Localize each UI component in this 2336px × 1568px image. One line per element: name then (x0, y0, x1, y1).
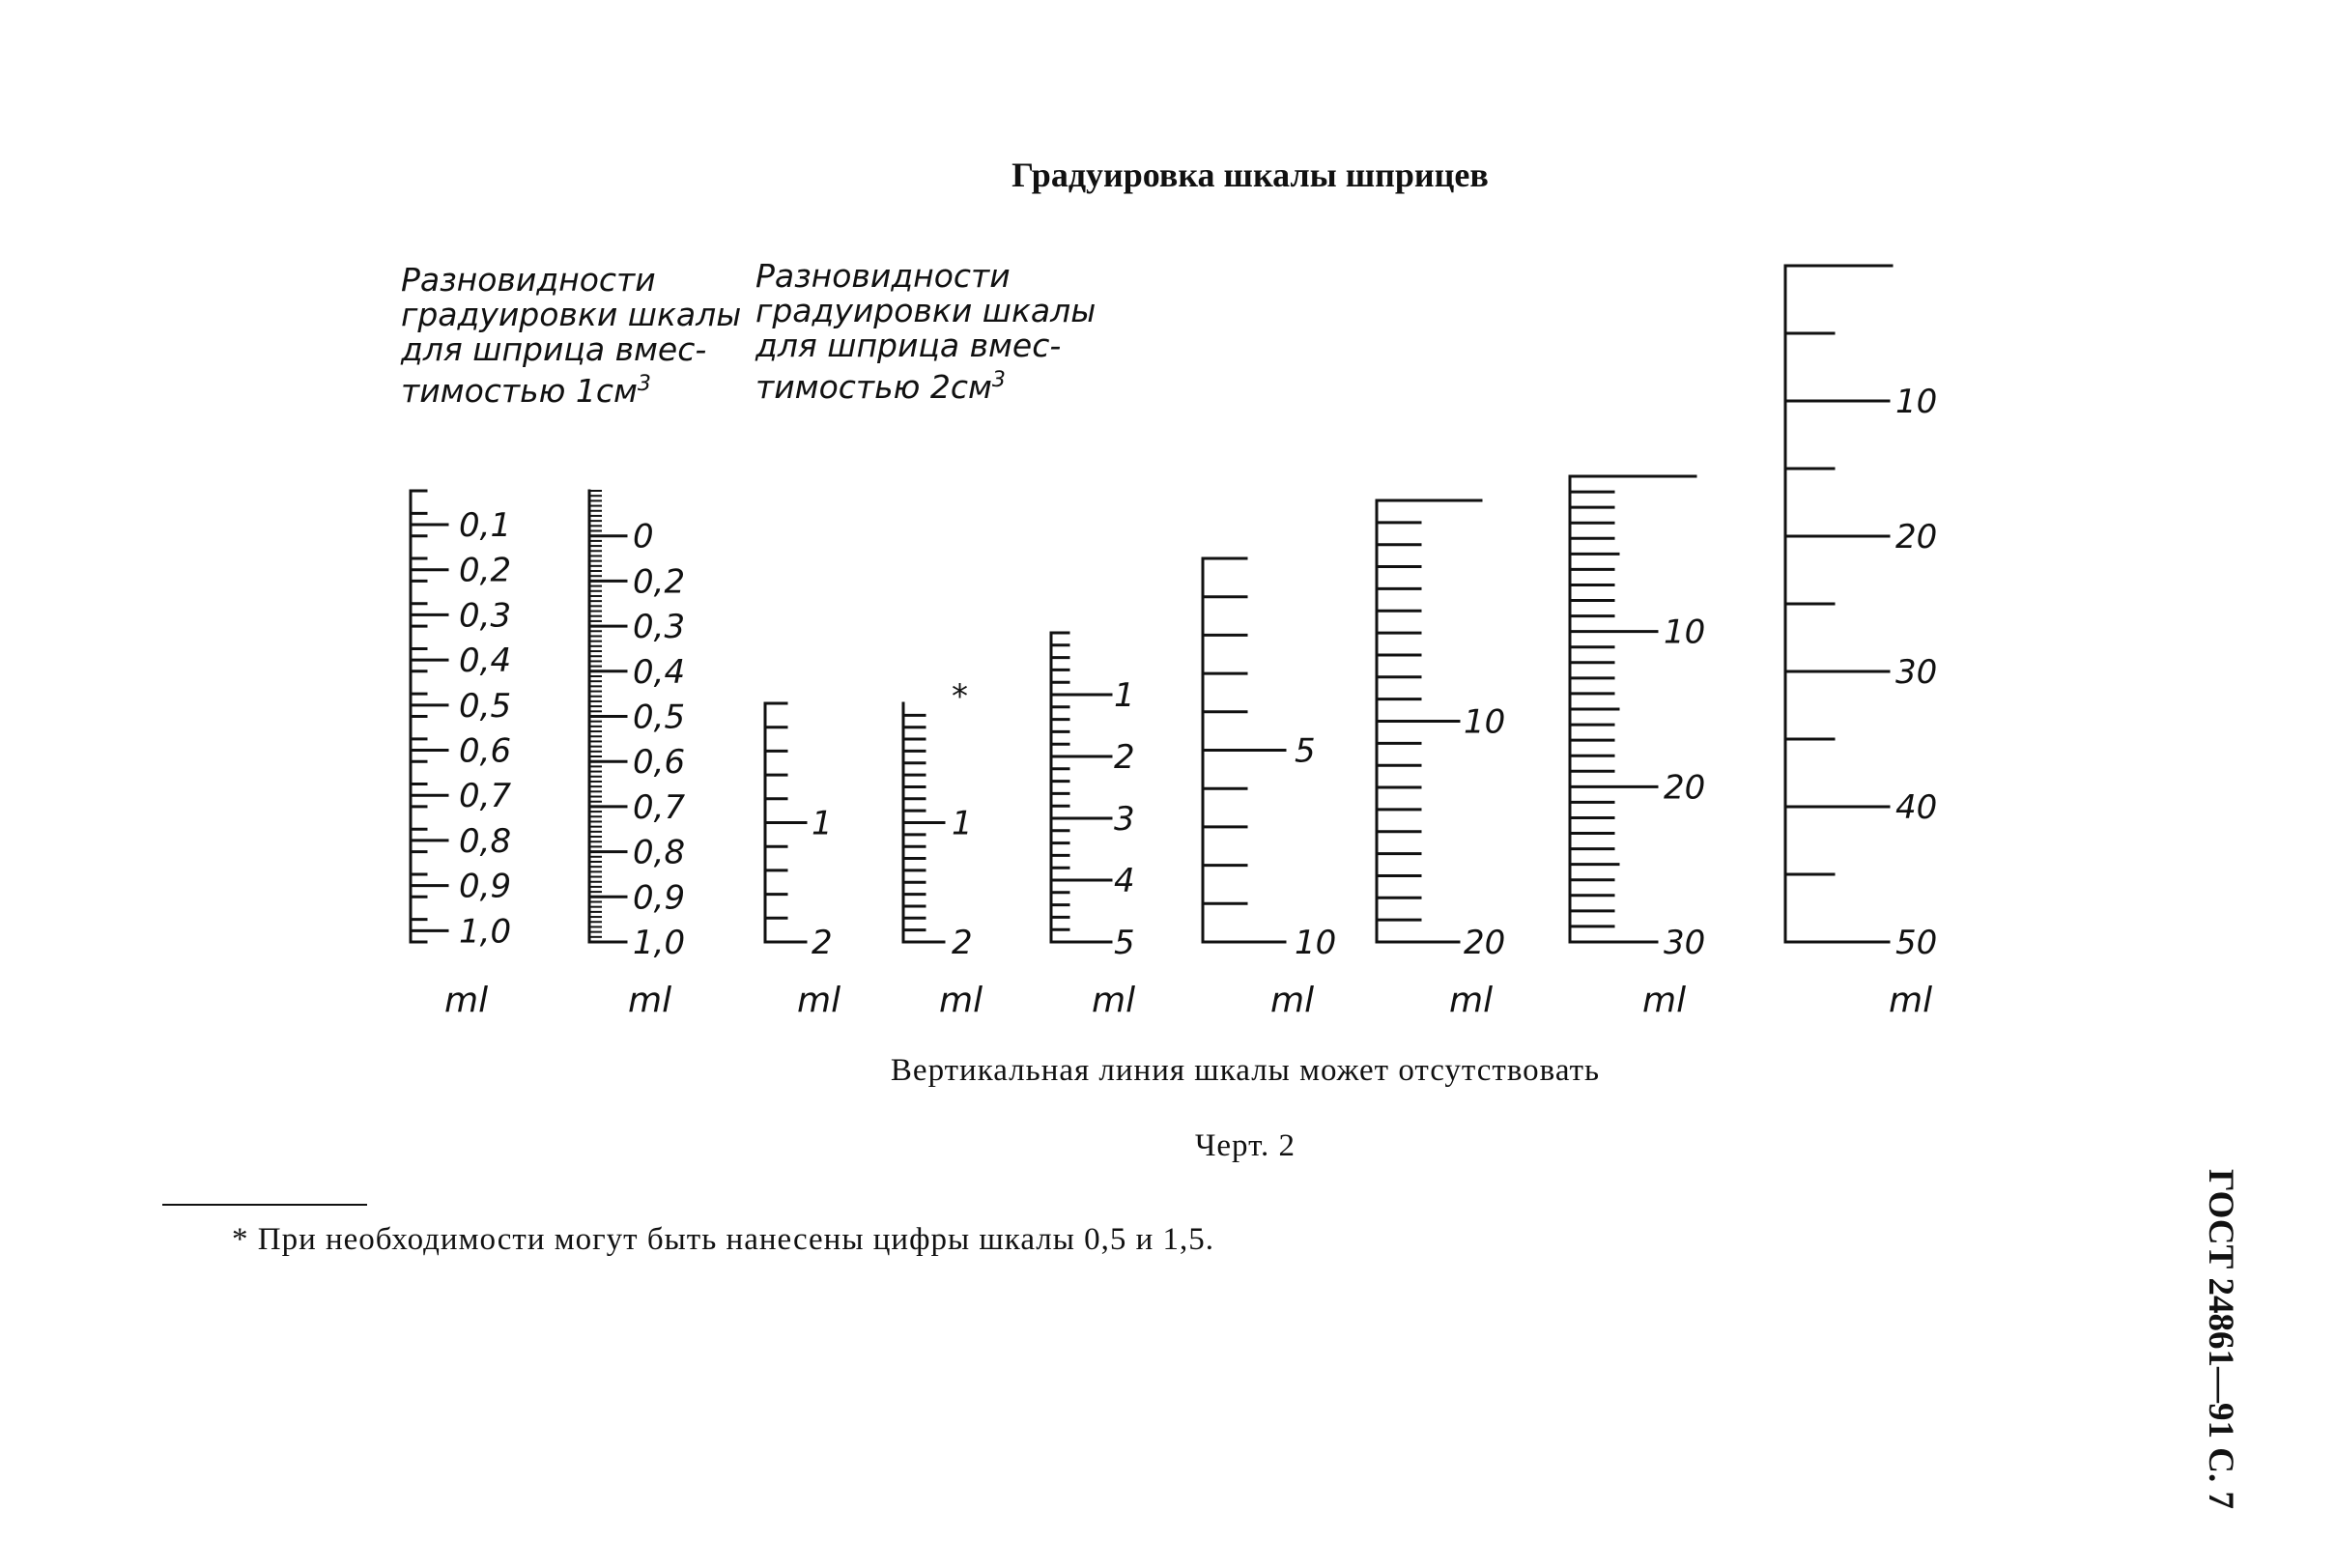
scale-2b-label: 2 (952, 924, 973, 962)
scale-1a-label: 0,5 (459, 686, 512, 726)
scale-50-label: 40 (1895, 788, 1938, 827)
scale-5-label: 4 (1114, 862, 1135, 900)
scale-1b-label: 0,4 (633, 652, 686, 692)
scale-2b-label: * (952, 677, 968, 716)
scale-2b-unit: ml (939, 981, 983, 1020)
scale-50-unit: ml (1889, 981, 1933, 1020)
scale-50-label: 10 (1895, 383, 1938, 421)
scale-10-unit: ml (1270, 981, 1315, 1020)
scale-10-label: 10 (1295, 924, 1337, 962)
scale-1b-label: 0,2 (633, 562, 686, 602)
scale-1b-label: 1,0 (633, 924, 686, 962)
scale-1b-label: 0,6 (633, 743, 686, 783)
scale-1b-label: 0,3 (633, 608, 686, 647)
scale-1b-label: 0 (633, 517, 654, 556)
scale-1a-label: 0,3 (459, 596, 512, 636)
figure-number: Черт. 2 (1194, 1128, 1296, 1163)
scale-5-label: 1 (1114, 676, 1135, 715)
scale-1a-label: 0,7 (459, 777, 512, 816)
scale-50-label: 20 (1895, 518, 1938, 556)
scale-1a-label: 0,4 (459, 641, 512, 681)
scale-1b-label: 0,7 (633, 787, 686, 827)
scale-2a-label: 2 (812, 924, 833, 962)
scale-5-label: 2 (1114, 738, 1135, 777)
scale-1b-label: 0,8 (633, 833, 686, 872)
scale-20-label: 10 (1464, 702, 1506, 742)
scale-2a-label: 1 (812, 804, 833, 843)
scale-1a-label: 0,2 (459, 551, 512, 590)
figure-caption: Вертикальная линия шкалы может отсутствовать (890, 1053, 1601, 1088)
scale-1b-label: 0,9 (633, 878, 686, 918)
scale-30-label: 30 (1664, 924, 1706, 962)
scale-1a-label: 0,9 (459, 867, 512, 906)
scale-1b-label: 0,5 (633, 698, 686, 737)
scale-20-label: 20 (1464, 924, 1506, 962)
note-1ml-sup: 3 (637, 372, 651, 396)
scale-20-unit: ml (1449, 981, 1494, 1020)
scale-5-unit: ml (1092, 981, 1136, 1020)
page-title: Градуировка шкалы шприцев (1011, 156, 1489, 194)
note-2ml-sup: 3 (991, 368, 1006, 392)
scale-30-unit: ml (1642, 981, 1687, 1020)
scale-1a-label: 0,1 (459, 506, 512, 546)
scale-50-label: 30 (1895, 653, 1938, 692)
scale-30-label: 20 (1664, 768, 1706, 808)
scale-1a-label: 0,6 (459, 731, 512, 771)
footnote: * При необходимости могут быть нанесены цифры шкалы 0,5 и 1,5. (232, 1222, 1215, 1257)
note-1ml-text: Разновидности градуировки шкалы для шприца вмес- тимостью 1см (401, 261, 742, 410)
note-2ml-text: Разновидности градуировки шкалы для шприца вмес- тимостью 2см (755, 257, 1097, 406)
scale-1b-unit: ml (628, 981, 672, 1020)
scale-5-label: 5 (1114, 924, 1135, 962)
scale-50-label: 50 (1895, 924, 1938, 962)
scale-2b-label: 1 (952, 804, 973, 843)
scale-2a-unit: ml (797, 981, 841, 1020)
scale-30-label: 10 (1664, 613, 1706, 652)
scale-1a-label: 1,0 (459, 912, 512, 952)
scale-1a-label: 0,8 (459, 821, 512, 861)
scale-5-label: 3 (1114, 800, 1135, 839)
footnote-rule (162, 1204, 367, 1206)
side-page-label: ГОСТ 24861—91 С. 7 (2201, 1169, 2240, 1509)
scale-1a-unit: ml (444, 981, 489, 1020)
scale-10-label: 5 (1295, 731, 1316, 771)
